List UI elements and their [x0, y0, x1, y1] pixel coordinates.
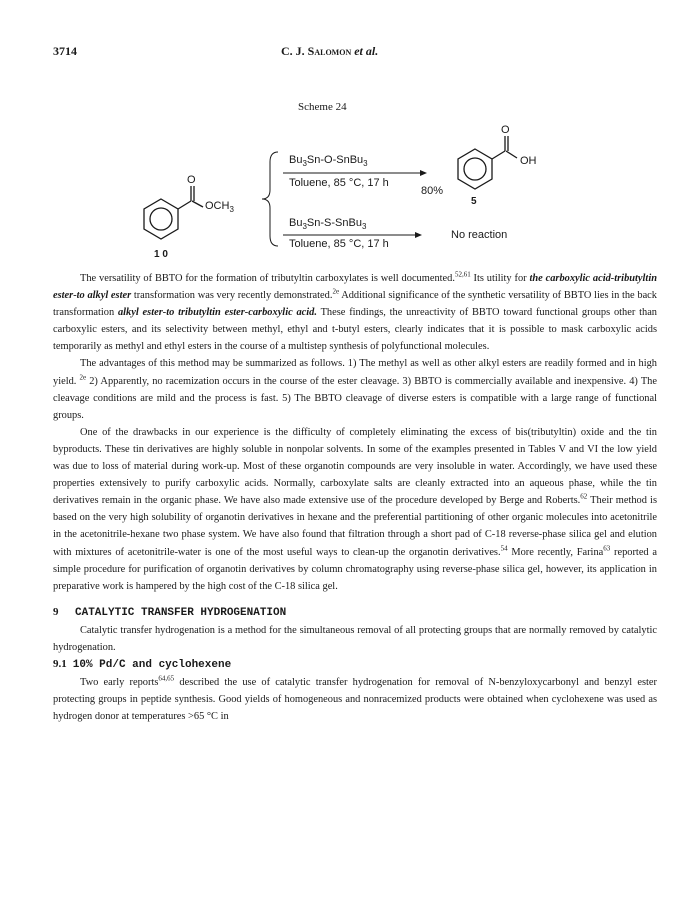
reactant-compound-number: 1 0 [154, 249, 168, 260]
section-heading-9: 9 CATALYTIC TRANSFER HYDROGENATION [53, 605, 287, 619]
conditions-1: Toluene, 85 °C, 17 h [289, 177, 389, 189]
product-benzoic-acid-structure [458, 136, 517, 189]
reaction-brace [262, 152, 278, 246]
page-number: 3714 [53, 44, 77, 58]
reagent-bbto: $Bu_3Sn-O-SnBu_3$ [289, 154, 368, 169]
product-compound-number: 5 [471, 196, 477, 207]
conditions-2: Toluene, 85 °C, 17 h [289, 238, 389, 250]
paragraph-pd-cyclohexene: Two early reports$^{64,65}$ described the use of catalytic transfer hydrogenation for removal of N-benzyloxycarbonyl and benzyl ester protecting groups in peptide synthesis. Good yields of homogeneous and nonracemized products were obtained when cyclohexene was used as hydrogen donor at temperatures >65 °C in [53, 674, 658, 723]
paragraph-drawbacks: One of the drawbacks in our experience is the difficulty of completely eliminating the excess of bis(tributyltin) oxide and the tin byproducts. These tin derivatives are highly soluble in nonpolar solvents. In some of the examples presented in Tables V and VI the low yield was due to loss of material during work-up. Most of these organotin compounds are very insoluble in water. Accordingly, we have used these properties extensively to purify carboxylic acids. Normally, carboxylate salts are cleanly extracted into an aqueous phase, while the tin derivatives remain in the organic phase. We have also made extensive use of the procedure developed by Berge and Roberts.$^{62}$ Their method is based on the very high solubility of organotin derivatives in hexane and the preferential partitioning of other organic molecules into acetonitrile in the acetonitrile-hexane two phase system. We have also found that filtration through a short pad of C-18 reverse-phase silica gel and elution with mixtures of acetonitrile-water is one of the most useful ways to clean-up the organotin derivatives.$^{54}$ More recently, Farina$^{63}$ reported a simple procedure for purification of organotin derivatives by column chromatography using reverse-phase silica gel, however, its application in preparative work is hampered by the high cost of the C-18 silica gel. [53, 426, 657, 592]
section-heading-9-1: 9.1 10% Pd/C and cyclohexene [53, 658, 232, 672]
running-head: C. J. Salomon et al. [281, 44, 379, 58]
body-text [53, 270, 657, 725]
paragraph-bbto-versatility: The versatility of BBTO for the formation of tributyltin carboxylates is well documented.$^{52,61}$ Its utility for the carboxylic acid-tributyltin ester-to alkyl ester transformation was very recently demonstrated.$^{2e}$ Additional significance of the synthetic versatility of BBTO lies in the back transformation alkyl ester-to tributyltin ester-carboxylic acid. These findings, the unreactivity of BBTO toward functional groups other than carboxylic esters, and its selectivity between methyl, ethyl and t-butyl esters, clearly indicates that it is possible to mask carboxylic acids temporarily as methyl and ethyl esters in the course of a multistep synthesis of polyfunctional molecules. [53, 270, 657, 353]
product-carbonyl-o: O [501, 124, 510, 136]
reactant-methyl-benzoate-structure [144, 186, 203, 239]
yield-1: 80% [421, 185, 444, 197]
scheme-title: Scheme 24 [298, 101, 347, 113]
product-substituent: OH [520, 155, 537, 167]
reagent-bbts: $Bu_3Sn-S-SnBu_3$ [289, 217, 367, 232]
paragraph-catalytic-transfer: Catalytic transfer hydrogenation is a method for the simultaneous removal of all protecting groups that are normally removed by catalytic hydrogenation. [53, 624, 657, 653]
reactant-carbonyl-o: O [187, 174, 196, 186]
result-2: No reaction [451, 229, 508, 241]
paragraph-advantages: The advantages of this method may be summarized as follows. 1) The methyl as well as other alkyl esters are readily formed and in high yield. $^{2e}$ 2) Apparently, no racemization occurs in the course of the ester cleavage. 3) BBTO is commercially available and inexpensive. 4) The cleavage conditions are mild and the process is fast. 5) The BBTO cleavage of diverse esters is compatible with a large range of functional groups. [53, 358, 657, 421]
reactant-substituent: $OCH_3$ [205, 200, 234, 215]
